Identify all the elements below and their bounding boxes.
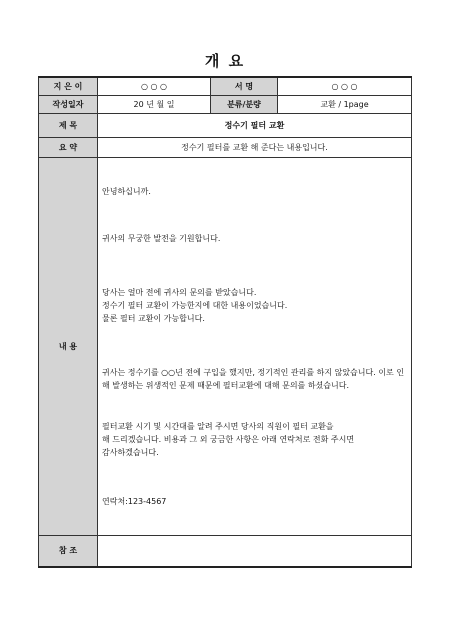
- inquiry-line-3: 물론 필터 교환이 가능합니다.: [102, 313, 205, 323]
- contact-text: 연락처:123-4567: [102, 496, 167, 506]
- category-value: 교환 / 1page: [278, 95, 412, 113]
- summary-value: 정수기 필터를 교환 해 준다는 내용입니다.: [98, 137, 412, 157]
- content-body: [98, 157, 412, 535]
- date-row: [39, 95, 412, 113]
- category-label: 분류/분량: [211, 95, 278, 113]
- date-label: 작성일자: [39, 95, 98, 113]
- overview-form: [38, 76, 412, 568]
- inquiry-line-2: 정수기 필터 교환이 가능한지에 대한 내용이었습니다.: [102, 300, 288, 310]
- background-text: 귀사는 정수기를 ○○년 전에 구입을 했지만, 정기적인 관리를 하지 않았습니다. 이로 인해 발생하는 위생적인 문제 때문에 필터교환에 대해 문의를 하셨습니다.: [102, 367, 405, 390]
- request-line-1: 필터교환 시기 및 시간대를 알려 주시면 당사의 직원이 필터 교환을: [102, 421, 334, 431]
- summary-label: 요 약: [39, 137, 98, 157]
- author-value: ○ ○ ○: [98, 77, 211, 95]
- subject-value: 정수기 필터 교환: [98, 113, 412, 137]
- author-label: 지 은 이: [39, 77, 98, 95]
- inquiry-line-1: 당사는 얼마 전에 귀사의 문의를 받았습니다.: [102, 287, 257, 297]
- reference-label: 참 조: [39, 535, 98, 567]
- request-line-3: 감사하겠습니다.: [102, 447, 159, 457]
- summary-row: [39, 137, 412, 157]
- subject-row: [39, 113, 412, 137]
- document-title: 개 요: [204, 52, 246, 70]
- content-row: [39, 157, 412, 535]
- reference-value: [98, 535, 412, 567]
- date-value: 20 년 월 일: [98, 95, 211, 113]
- request-line-2: 해 드리겠습니다. 비용과 그 외 궁금한 사항은 아래 연락처로 전화 주시면: [102, 434, 355, 444]
- author-row: [39, 77, 412, 95]
- wish-text: 귀사의 무궁한 발전을 기원합니다.: [102, 233, 221, 243]
- signature-label: 서 명: [211, 77, 278, 95]
- subject-label: 제 목: [39, 113, 98, 137]
- signature-value: ○ ○ ○: [278, 77, 412, 95]
- reference-row: [39, 535, 412, 567]
- content-label: 내 용: [39, 157, 98, 535]
- greeting-text: 안녕하십니까.: [102, 186, 151, 196]
